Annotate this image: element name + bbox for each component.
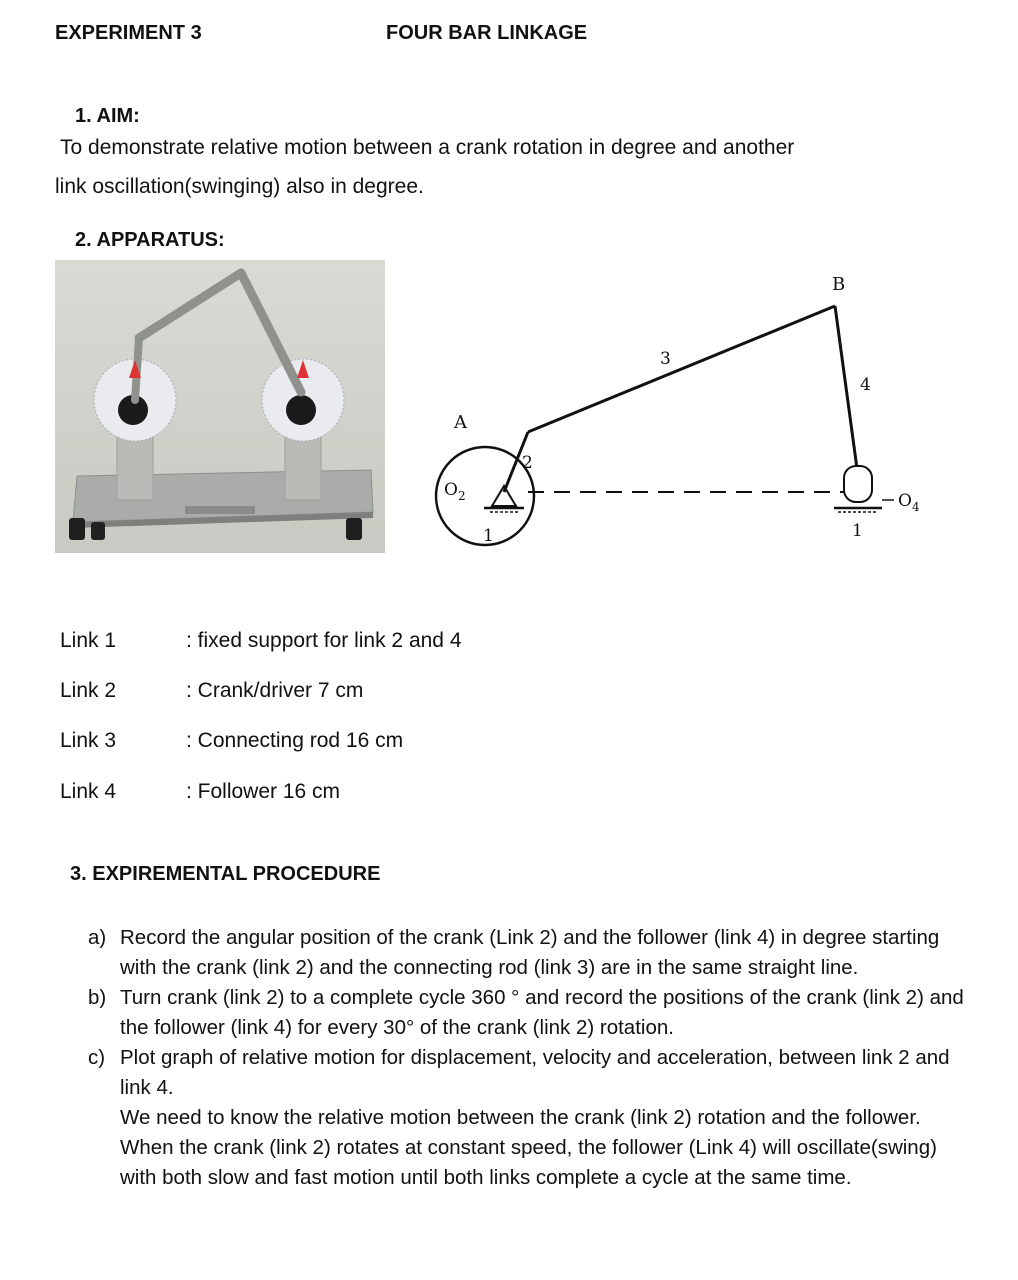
link-2-name: Link 2 bbox=[60, 679, 117, 702]
link-4 bbox=[835, 306, 858, 476]
link-4-desc: : Follower 16 cm bbox=[186, 780, 341, 803]
procedure-heading: 3. EXPIREMENTAL PROCEDURE bbox=[70, 863, 381, 885]
label-1: 1 bbox=[483, 526, 494, 546]
document-title: FOUR BAR LINKAGE bbox=[386, 22, 588, 44]
label-4: 4 bbox=[860, 375, 871, 395]
label-A: A bbox=[454, 412, 467, 433]
procedure-list bbox=[88, 923, 968, 1193]
link-2-desc: : Crank/driver 7 cm bbox=[186, 679, 364, 702]
aim-text-line-2: link oscillation(swinging) also in degree. bbox=[55, 175, 424, 198]
label-O4: O bbox=[898, 491, 912, 511]
step-text: Record the angular position of the crank (Link 2) and the follower (link 4) in degree starting with the crank (link 2) and the connecting rod (link 3) are in the same straight line. bbox=[120, 926, 940, 979]
label-2: 2 bbox=[522, 453, 533, 473]
procedure-step bbox=[88, 1043, 968, 1103]
apparatus-heading: 2. APPARATUS: bbox=[75, 229, 225, 251]
step-marker: c) bbox=[88, 1046, 106, 1069]
step-marker: b) bbox=[88, 986, 107, 1009]
procedure-note: We need to know the relative motion between the crank (link 2) rotation and the follower. When the crank (link 2) rotates at constant speed, the follower (Link 4) will oscillate(swing) with both slow and fast motion until both links complete a cycle at the same time. bbox=[120, 1106, 937, 1189]
aim-text-line-1: To demonstrate relative motion between a crank rotation in degree and another bbox=[60, 136, 795, 159]
label-O2-sub: 2 bbox=[458, 489, 466, 503]
procedure-step bbox=[88, 923, 968, 983]
link-4-name: Link 4 bbox=[60, 780, 117, 803]
label-O2: O bbox=[444, 480, 458, 500]
link-1-desc: : fixed support for link 2 and 4 bbox=[186, 629, 462, 652]
apparatus-photo bbox=[55, 260, 385, 553]
aim-heading: 1. AIM: bbox=[75, 105, 140, 127]
link-3 bbox=[528, 306, 835, 432]
label-O4-sub: 4 bbox=[912, 500, 920, 514]
label-B: B bbox=[832, 274, 846, 295]
experiment-number: EXPERIMENT 3 bbox=[55, 22, 202, 44]
step-text: Turn crank (link 2) to a complete cycle 360 ° and record the positions of the crank (link 2) and the follower (link 4) for every 30° of the crank (link 2) rotation. bbox=[120, 986, 964, 1039]
label-3: 3 bbox=[660, 349, 671, 369]
step-text: Plot graph of relative motion for displacement, velocity and acceleration, between link 2 and link 4. bbox=[120, 1046, 950, 1099]
four-bar-diagram bbox=[420, 260, 940, 570]
procedure-step bbox=[88, 983, 968, 1043]
link-3-desc: : Connecting rod 16 cm bbox=[186, 729, 404, 752]
label-1b: 1 bbox=[852, 521, 863, 541]
link-1-name: Link 1 bbox=[60, 629, 117, 652]
link-3-name: Link 3 bbox=[60, 729, 117, 752]
step-marker: a) bbox=[88, 926, 107, 949]
